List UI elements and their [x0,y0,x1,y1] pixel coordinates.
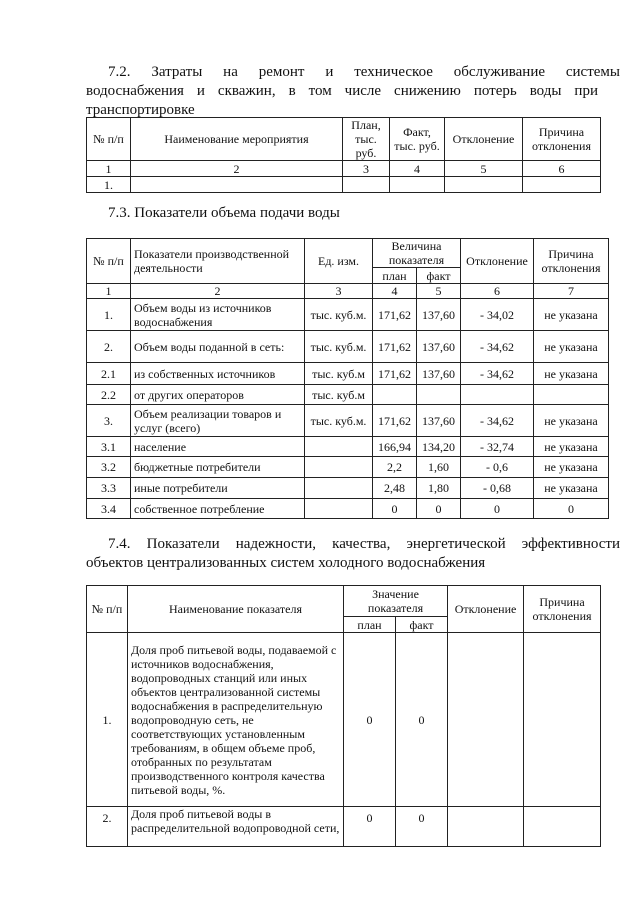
header-plan: план [344,617,396,633]
cell-plan [343,177,390,193]
cell-reason [524,807,601,847]
cell-unit [305,437,373,457]
cell-num: 3.3 [87,478,131,499]
header-reason: Причина отклонения [523,118,601,161]
table-row [87,177,601,193]
cell-fact: 0 [396,807,448,847]
table-row [87,385,609,405]
cell-plan: 171,62 [373,331,417,363]
cell-indicator: Объем воды поданной в сеть: [131,331,305,363]
cell-plan: 0 [373,499,417,519]
cell-unit [305,457,373,478]
section-7-3-title: 7.3. Показатели объема подачи воды [108,205,340,221]
header-num: № п/п [87,586,128,633]
col-number: 4 [373,284,417,299]
col-number: 3 [343,161,390,177]
cell-indicator: Объем реализации товаров и услуг (всего) [131,405,305,437]
cell-num: 2. [87,807,128,847]
cell-indicator: от других операторов [131,385,305,405]
cell-plan: 2,48 [373,478,417,499]
cell-num: 2.2 [87,385,131,405]
cell-reason: не указана [534,331,609,363]
cell-indicator: Объем воды из источников водоснабжения [131,299,305,331]
cell-fact [390,177,445,193]
section-7-4-title-line-1: 7.4. Показатели надежности, качества, энергетической эффективности [108,536,620,552]
cell-indicator: население [131,437,305,457]
col-number: 7 [534,284,609,299]
cell-fact: 137,60 [417,363,461,385]
col-number: 6 [461,284,534,299]
cell-fact: 0 [417,499,461,519]
table-header-row [87,586,601,617]
cell-deviation: - 34,02 [461,299,534,331]
cell-plan [373,385,417,405]
cell-unit: тыс. куб.м. [305,405,373,437]
header-deviation: Отклонение [448,586,524,633]
cell-reason: не указана [534,405,609,437]
header-deviation: Отклонение [461,239,534,284]
col-number: 2 [131,161,343,177]
cell-num: 2. [87,331,131,363]
cell-deviation [445,177,523,193]
section-7-4-title-line-2: объектов централизованных систем холодного водоснабжения [86,555,486,571]
cell-indicator: иные потребители [131,478,305,499]
cell-plan: 171,62 [373,299,417,331]
cell-num: 3. [87,405,131,437]
cell-unit: тыс. куб.м. [305,299,373,331]
header-fact: Факт, тыс. руб. [390,118,445,161]
table-row [87,478,609,499]
cell-plan: 171,62 [373,363,417,385]
column-numbers-row [87,284,609,299]
header-deviation: Отклонение [445,118,523,161]
cell-plan: 171,62 [373,405,417,437]
cell-plan: 2,2 [373,457,417,478]
cell-fact: 137,60 [417,299,461,331]
cell-reason [534,385,609,405]
col-number: 1 [87,284,131,299]
cell-num: 1. [87,633,128,807]
cell-num: 3.4 [87,499,131,519]
cell-num: 3.2 [87,457,131,478]
cell-indicator: из собственных источников [131,363,305,385]
cell-num: 1. [87,177,131,193]
cell-num: 3.1 [87,437,131,457]
cell-deviation [448,807,524,847]
water-supply-table [86,238,609,519]
header-unit: Ед. изм. [305,239,373,284]
col-number: 5 [417,284,461,299]
header-activity: Наименование мероприятия [131,118,343,161]
col-number: 3 [305,284,373,299]
cell-activity [131,177,343,193]
section-7-2-title-line-2: водоснабжения и скважин, в том числе снижению потерь воды при [86,83,598,99]
header-indicator: Показатели производственной деятельности [131,239,305,284]
costs-table [86,117,601,193]
table-row [87,331,609,363]
cell-fact: 137,60 [417,405,461,437]
cell-unit: тыс. куб.м [305,363,373,385]
cell-indicator: бюджетные потребители [131,457,305,478]
col-number: 4 [390,161,445,177]
header-fact: факт [417,268,461,284]
cell-reason: не указана [534,457,609,478]
cell-plan: 0 [344,807,396,847]
cell-reason: не указана [534,478,609,499]
table-header-row [87,239,609,268]
reliability-table [86,585,601,847]
cell-deviation: - 0,6 [461,457,534,478]
table-row [87,633,601,807]
table-row [87,457,609,478]
header-value: Величина показателя [373,239,461,268]
table-row [87,807,601,847]
header-fact: факт [396,617,448,633]
col-number: 1 [87,161,131,177]
table-row [87,363,609,385]
header-plan: план [373,268,417,284]
cell-reason [524,633,601,807]
header-name: Наименование показателя [128,586,344,633]
cell-reason: не указана [534,437,609,457]
header-num: № п/п [87,118,131,161]
cell-unit: тыс. куб.м. [305,331,373,363]
cell-fact: 1,80 [417,478,461,499]
cell-deviation: - 34,62 [461,363,534,385]
cell-num: 1. [87,299,131,331]
table-header-row [87,118,601,161]
header-reason: Причина отклонения [524,586,601,633]
col-number: 6 [523,161,601,177]
cell-reason: не указана [534,299,609,331]
header-plan: План, тыс. руб. [343,118,390,161]
header-num: № п/п [87,239,131,284]
header-reason: Причина отклонения [534,239,609,284]
cell-unit [305,478,373,499]
cell-fact: 134,20 [417,437,461,457]
cell-fact [417,385,461,405]
cell-deviation: - 32,74 [461,437,534,457]
table-row [87,405,609,437]
table-row [87,299,609,331]
cell-deviation [448,633,524,807]
col-number: 5 [445,161,523,177]
cell-plan: 0 [344,633,396,807]
cell-unit: тыс. куб.м [305,385,373,405]
table-row [87,437,609,457]
cell-fact: 0 [396,633,448,807]
column-numbers-row [87,161,601,177]
cell-name: Доля проб питьевой воды, подаваемой с источников водоснабжения, водопроводных станций или иных объектов централизованной системы водоснабжения в распределительную водопроводную сеть, не соответствующих установленным требованиям, в общем объеме проб, отобранных по результатам производственного контроля качества питьевой воды, %. [128,633,344,807]
cell-reason [523,177,601,193]
cell-fact: 137,60 [417,331,461,363]
cell-deviation [461,385,534,405]
cell-num: 2.1 [87,363,131,385]
section-7-2-title-line-1: 7.2. Затраты на ремонт и техническое обслуживание системы [108,64,620,80]
cell-name: Доля проб питьевой воды в распределительной водопроводной сети, [128,807,344,847]
header-value: Значение показателя [344,586,448,617]
cell-deviation: - 0,68 [461,478,534,499]
cell-reason: 0 [534,499,609,519]
cell-unit [305,499,373,519]
cell-plan: 166,94 [373,437,417,457]
cell-deviation: 0 [461,499,534,519]
col-number: 2 [131,284,305,299]
cell-reason: не указана [534,363,609,385]
cell-indicator: собственное потребление [131,499,305,519]
cell-deviation: - 34,62 [461,331,534,363]
table-row [87,499,609,519]
cell-deviation: - 34,62 [461,405,534,437]
cell-fact: 1,60 [417,457,461,478]
section-7-2-title-line-3: транспортировке [86,102,195,118]
